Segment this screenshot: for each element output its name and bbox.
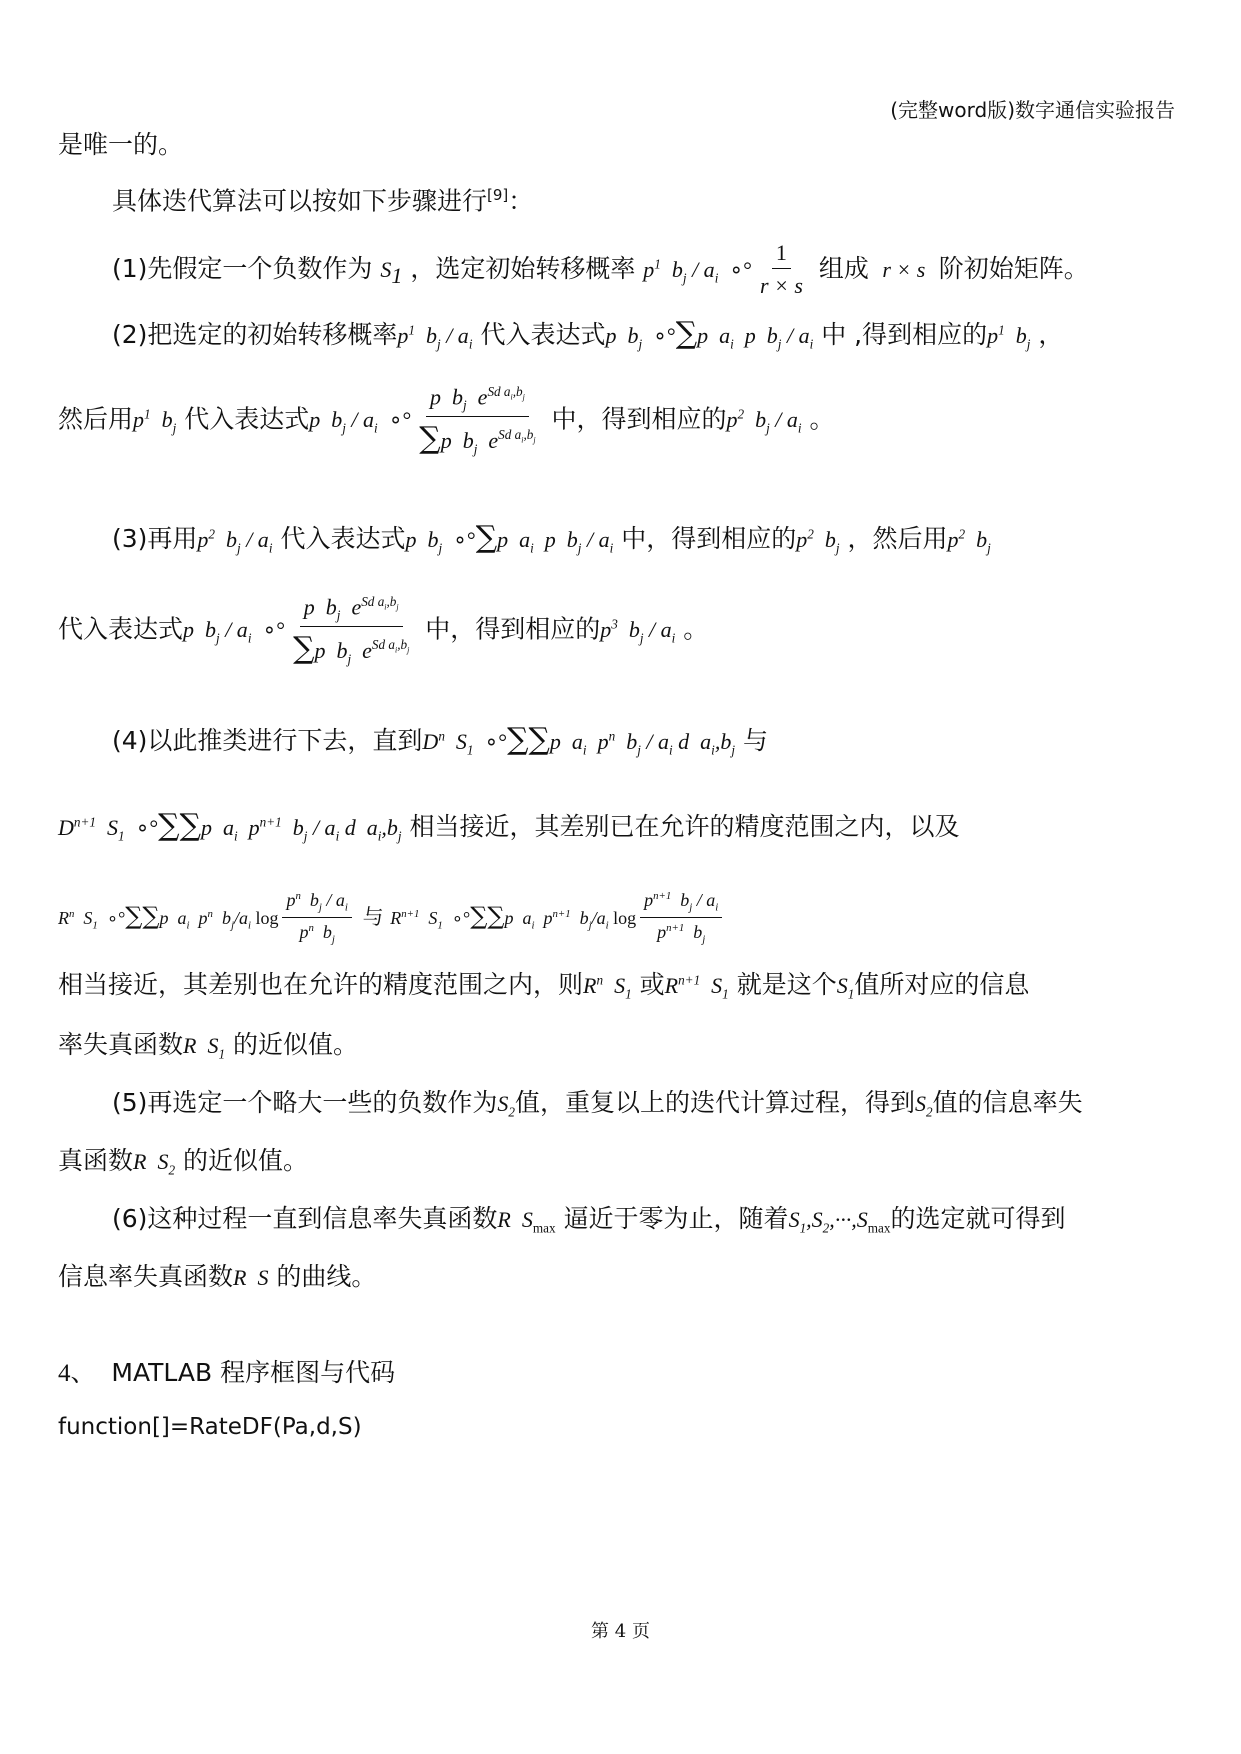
step-6-line: (6)这种过程一直到信息率失真函数R $S_{max}$ 逼近于零为止，随着$S_1,S_2,\cdot\cdot\cdot,S_{max}$的选定就可得到 bbox=[112, 1204, 1066, 1236]
citation-ref[interactable]: [9] bbox=[487, 186, 509, 204]
paragraph-line: 相当接近，其差别也在允许的精度范围之内，则$R^n$ $S_1$ 或$R^{n+1}$ $S_1$ 就是这个$S_1$值所对应的信息 bbox=[58, 970, 1030, 1002]
fraction: $\frac{p b_j e^{Sd a_i,b_j}}{\sum p b_j e^{Sd a_i,b_j}}$ bbox=[293, 594, 410, 666]
rate-formula-line: $R^n$ $S_1$ ∘°∑∑p $a_i$ $p^n$ $b_j/a_i$ log $\frac{p^n b_j / a_i}{p^n b_j}$ 与 $R^{n+1}$ $S_1$ ∘°∑∑p $a_i$ $p^{n+1}$ $b_j/a_i$ log $\frac{p^{n+1} b_j / a_i}{p^{n+1} b_j}$ bbox=[58, 890, 726, 946]
step-5-line: (5)再选定一个略大一些的负数作为$S_2$值，重复以上的迭代计算过程，得到$S_2$值的信息率失 bbox=[112, 1088, 1083, 1120]
page-header: (完整word版)数字通信实验报告 bbox=[890, 98, 1175, 122]
section-heading: 4、 MATLAB 程序框图与代码 bbox=[58, 1358, 396, 1387]
step-3-continuation: 代入表达式p $b_j / a_i$ ∘° $\frac{p b_j e^{Sd a_i,b_j}}{\sum p b_j e^{Sd a_i,b_j}}$ 中，得到相应的$p^3$ $b_j / a_i$ 。 bbox=[58, 594, 709, 666]
paragraph-line: 率失真函数R $S_1$ 的近似值。 bbox=[58, 1030, 359, 1062]
step-2-line: (2)把选定的初始转移概率$p^1$ $b_j / a_i$ 代入表达式p $b_j$ ∘°∑p $a_i$ p $b_j / a_i$ 中 ,得到相应的$p^1$ $b_j$ ， bbox=[112, 316, 1064, 352]
paragraph-line: 真函数R $S_2$ 的近似值。 bbox=[58, 1146, 309, 1178]
step-4-line: (4)以此推类进行下去，直到$D^n$ $S_1$ ∘°∑∑p $a_i$ $p^n$ $b_j / a_i$ d $a_i,b_j$ 与 bbox=[112, 722, 768, 758]
paragraph-line: 信息率失真函数R S 的曲线。 bbox=[58, 1262, 377, 1291]
step-1-line: (1)先假定一个负数作为 $S_1$ ，选定初始转移概率 $p^1$ $b_j / a_i$ ∘° $\frac{1}{r \times s}$ 组成 r × s 阶初始矩阵。 bbox=[112, 240, 1089, 299]
paragraph-line: 是唯一的。 bbox=[58, 130, 184, 159]
code-line: function[]=RateDF(Pa,d,S) bbox=[58, 1414, 362, 1440]
step-3-line: (3)再用$p^2$ $b_j / a_i$ 代入表达式p $b_j$ ∘°∑p $a_i$ p $b_j / a_i$ 中，得到相应的$p^2$ $b_j$ ，然后用$p^2$ $b_j$ bbox=[112, 520, 991, 556]
fraction: $\frac{1}{r \times s}$ bbox=[759, 240, 803, 299]
fraction: $\frac{p b_j e^{Sd a_i,b_j}}{\sum p b_j e^{Sd a_i,b_j}}$ bbox=[419, 384, 536, 456]
step-4-formula-line: $D^{n+1}$ $S_1$ ∘°∑∑p $a_i$ $p^{n+1}$ $b_j / a_i$ d $a_i,b_j$ 相当接近，其差别已在允许的精度范围之内，以及 bbox=[58, 808, 960, 844]
page-footer: 第 4 页 bbox=[591, 1621, 650, 1642]
step-2-continuation: 然后用$p^1$ $b_j$ 代入表达式p $b_j / a_i$ ∘° $\frac{p b_j e^{Sd a_i,b_j}}{\sum p b_j e^{Sd a_i,b_j}}$ 中，得到相应的$p^2$ $b_j / a_i$ 。 bbox=[58, 384, 835, 456]
formula: $p^1$ $b_j / a_i$ ∘° bbox=[643, 256, 752, 286]
paragraph-line: 具体迭代算法可以按如下步骤进行[9]： bbox=[112, 186, 534, 216]
